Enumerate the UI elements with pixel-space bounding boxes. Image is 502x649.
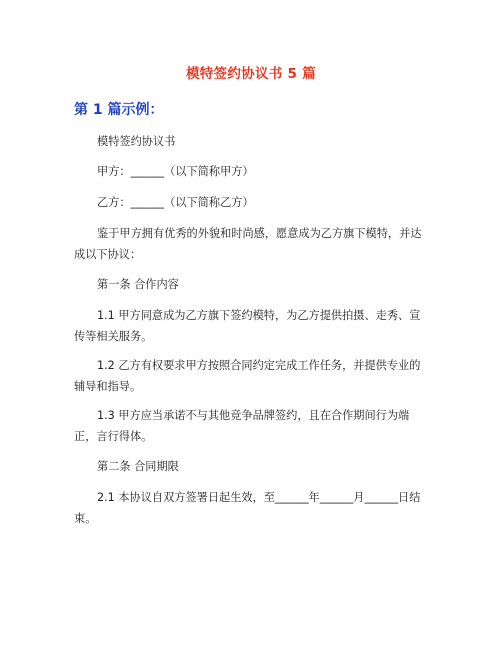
clause-2-1: 2.1 本协议自双方签署日起生效，至______年______月______日结束。 bbox=[74, 491, 421, 525]
paragraph-agreement-name: 模特签约协议书 bbox=[97, 135, 176, 148]
paragraph-party-a: 甲方：______（以下简称甲方） bbox=[97, 165, 254, 178]
section-heading: 第 1 篇示例： bbox=[74, 102, 164, 118]
clause-1-2: 1.2 乙方有权要求甲方按照合同约定完成工作任务，并提供专业的辅导和指导。 bbox=[74, 359, 421, 393]
article-1-heading: 第一条 合作内容 bbox=[97, 278, 179, 291]
document-title: 模特签约协议书 5 篇 bbox=[185, 66, 317, 82]
article-2-heading: 第二条 合同期限 bbox=[97, 460, 179, 473]
clause-1-1: 1.1 甲方同意成为乙方旗下签约模特，为乙方提供拍摄、走秀、宣传等相关服务。 bbox=[74, 309, 421, 343]
paragraph-party-b: 乙方：______（以下简称乙方） bbox=[97, 196, 254, 209]
clause-1-3: 1.3 甲方应当承诺不与其他竞争品牌签约，且在合作期间行为端正，言行得体。 bbox=[74, 409, 410, 443]
paragraph-preamble: 鉴于甲方拥有优秀的外貌和时尚感，愿意成为乙方旗下模特，并达成以下协议： bbox=[74, 227, 422, 261]
